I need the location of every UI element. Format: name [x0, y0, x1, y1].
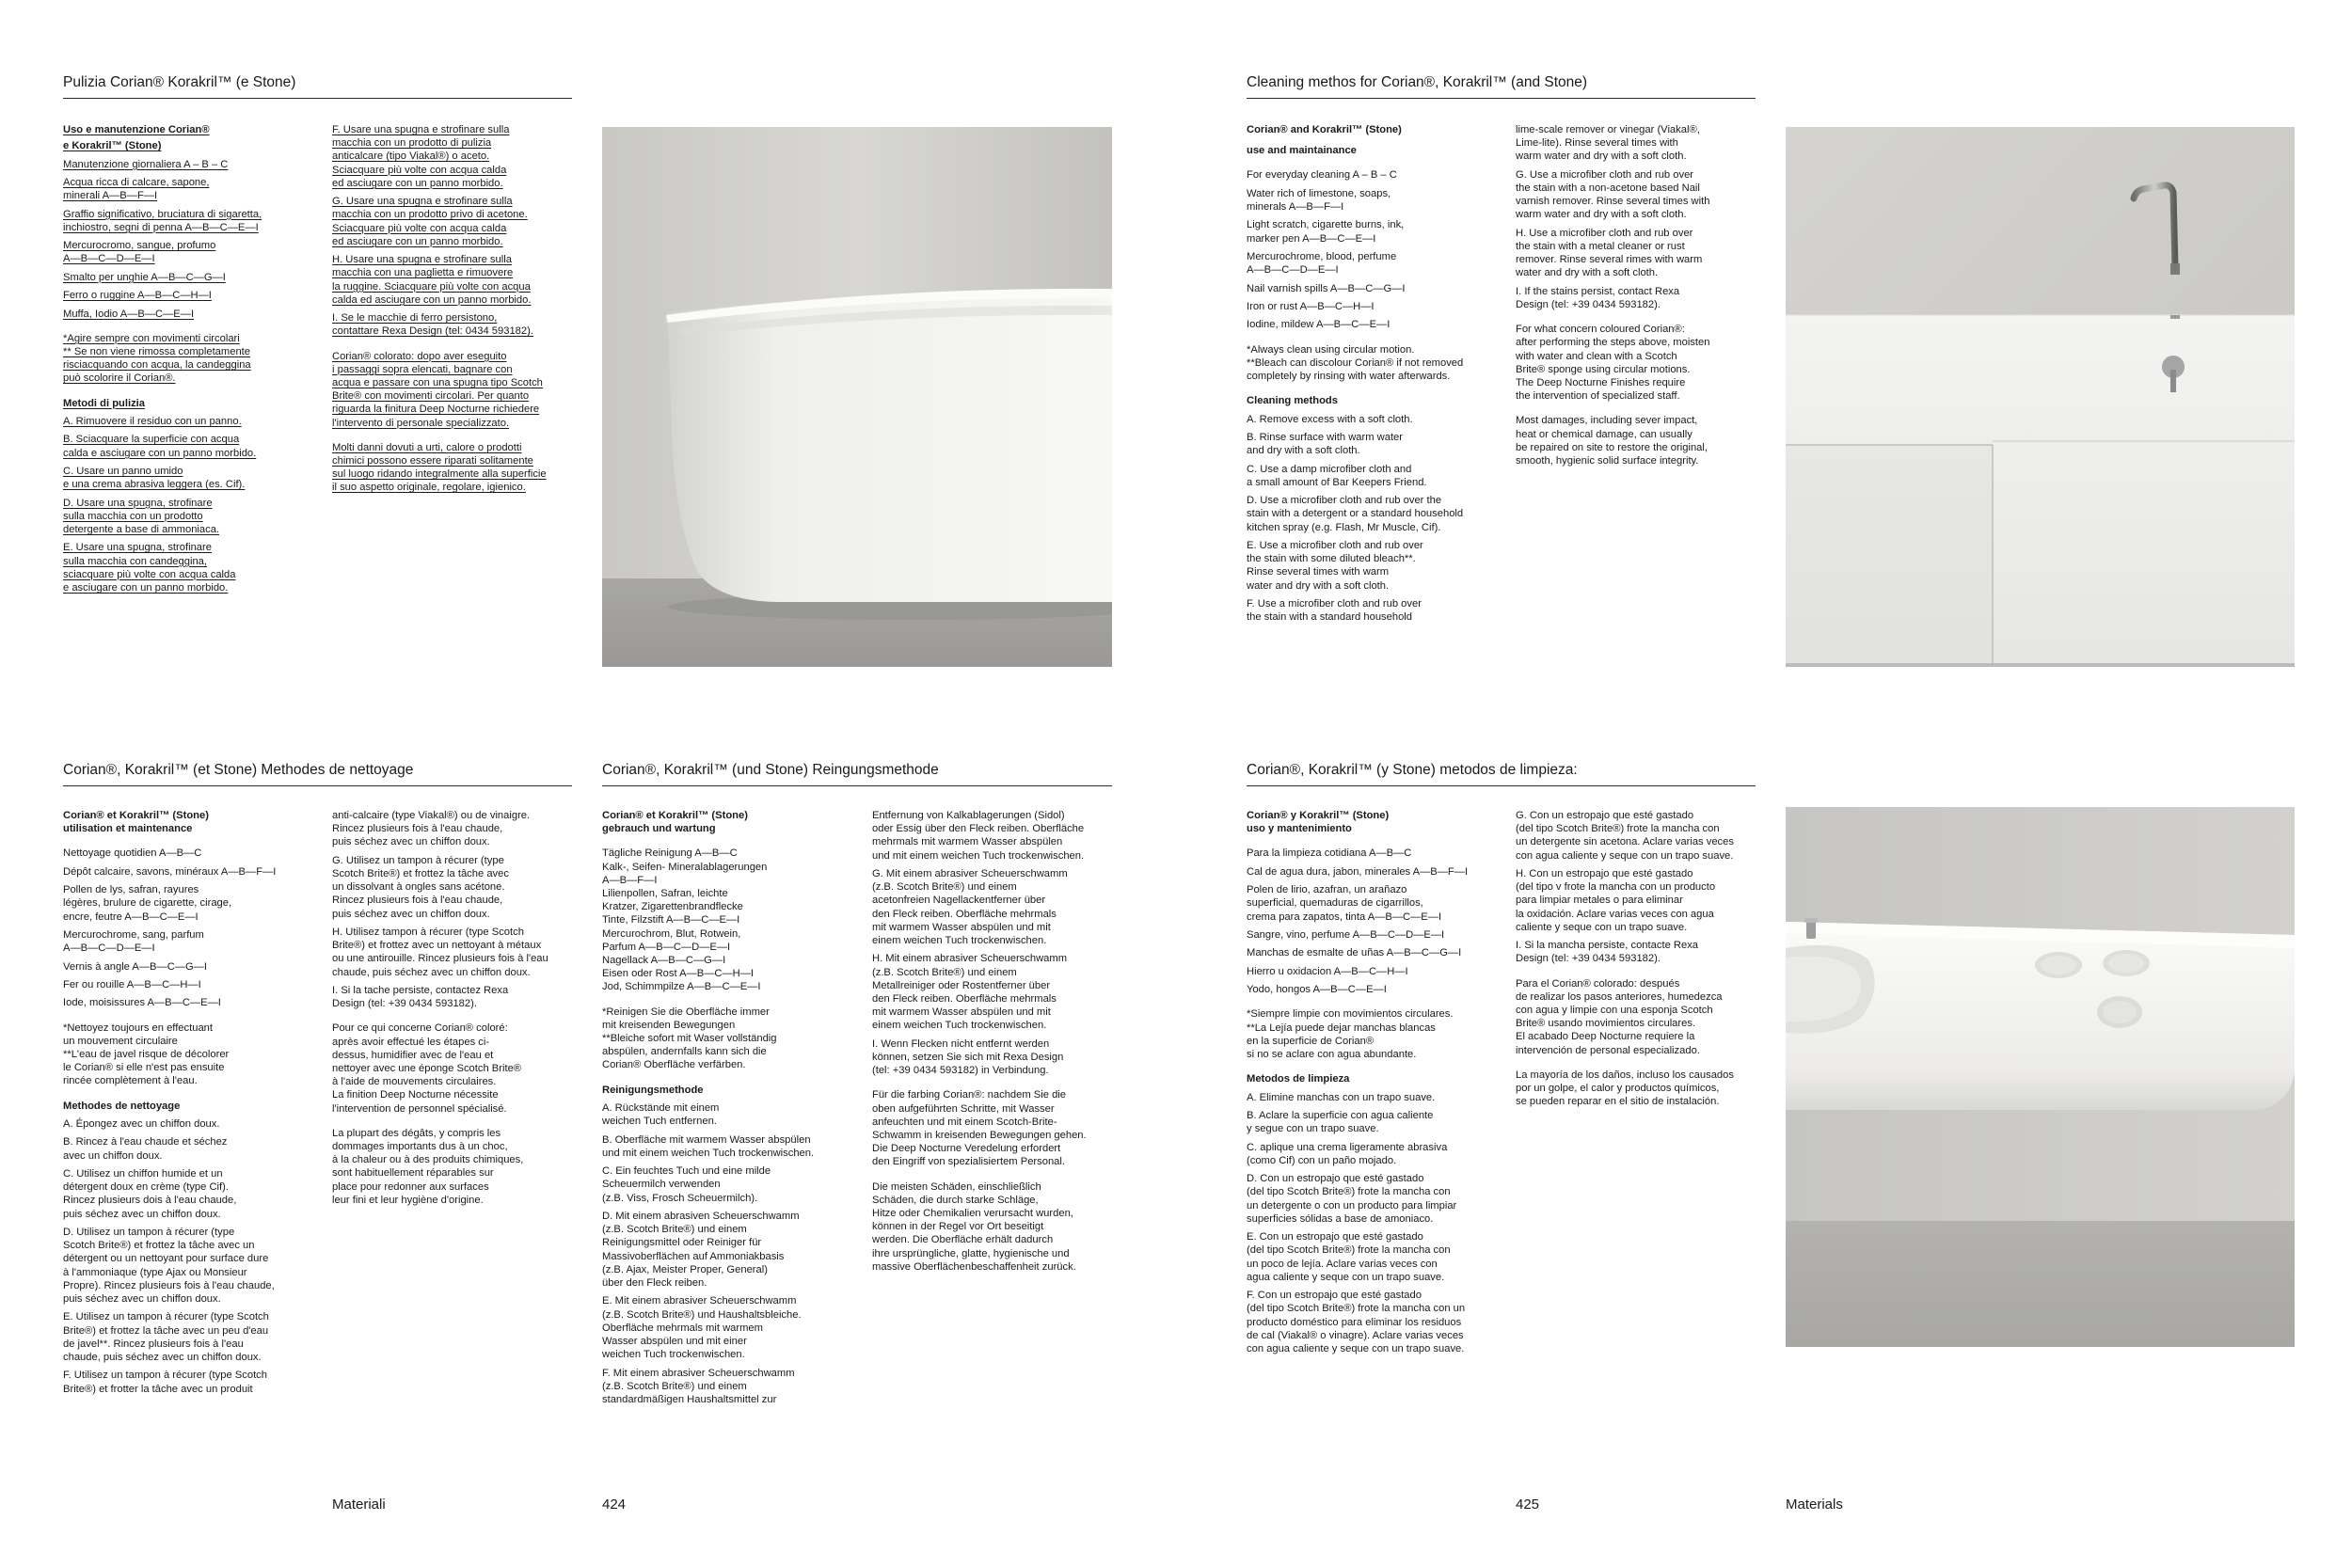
text-column-en-1 [1247, 123, 1505, 629]
page-number: 424 [602, 1497, 627, 1513]
section-title-es: Corian®, Korakril™ (y Stone) metodos de limpieza: [1247, 761, 1756, 786]
stain-row: Iron or rust A—B—C—H—I [1247, 300, 1375, 312]
method-step: G. Usare una spugna e strofinare sulla macchia con un prodotto privo di acetone. Sciacquare più volte con acqua calda ed asciugare con un panno morbido. [332, 196, 528, 247]
text-column-it-2 [332, 123, 581, 499]
washbasin-photo [1786, 807, 2295, 1347]
stain-row: Yodo, hongos A—B—C—E—I [1247, 984, 1387, 996]
footnote: *Siempre limpie con movimientos circulares. **La Lejía puede dejar manchas blancas en la superficie de Corian® si no se aclare con agua abundante. [1247, 1008, 1454, 1060]
method-step: F. Use a microfiber cloth and rub over the stain with a standard household [1247, 597, 1422, 624]
method-step: C. Use a damp microfiber cloth and a small amount of Bar Keepers Friend. [1247, 463, 1427, 488]
stain-row: Nettoyage quotidien A—B—C [63, 847, 202, 860]
stain-row: Iodine, mildew A—B—C—E—I [1247, 319, 1391, 331]
footnote: *Always clean using circular motion. **Bleach can discolour Corian® if not removed completely by rinsing with water afterwards. [1247, 343, 1464, 382]
stain-row: Light scratch, cigarette burns, ink, marker pen A—B—C—E—I [1247, 219, 1405, 245]
subheading: Corian® y Korakril™ (Stone) uso y mantenimiento [1247, 810, 1390, 835]
method-step: C. Utilisez un chiffon humide et un détergent doux en crème (type Cif). Rincez plusieurs dois à l'eau chaude, puis séchez avec un chiffon doux. [63, 1167, 237, 1220]
method-step: B. Rincez à l'eau chaude et séchez avec un chiffon doux. [63, 1136, 228, 1162]
stain-row: Dépôt calcaire, savons, minéraux A—B—F—I [63, 865, 277, 878]
text-column-de-1 [602, 809, 861, 1411]
method-step: I. Si la mancha persiste, contacte Rexa Design (tel: +39 0434 593182). [1516, 940, 1699, 965]
method-step: E. Use a microfiber cloth and rub over the stain with some diluted bleach**. Rinse several times with warm water and dry with a soft cloth. [1247, 539, 1423, 592]
subheading: use and maintainance [1247, 145, 1357, 157]
paragraph: Corian® colorato: dopo aver eseguito i passaggi sopra elencati, bagnare con acqua e passare con una spugna tipo Scotch Brite® con movimenti circolari. Per quanto riguarda la finitura Deep Nocturne richiedere l'intervento di personale specializzato. [332, 350, 543, 429]
stain-row: Acqua ricca di calcare, sapone, minerali A—B—F—I [63, 176, 210, 202]
method-step: lime-scale remover or vinegar (Viakal®, Lime-lite). Rinse several times with warm water and dry with a soft cloth. [1516, 124, 1700, 163]
paragraph: Pour ce qui concerne Corian® coloré: après avoir effectué les étapes ci- dessus, humidifier avec de l'eau et nettoyer avec une éponge Scotch Brite® à l'aide de mouvements circulaires. La finition Deep Nocturne nécessite l'intervention de personnel spécialisé. [332, 1022, 522, 1115]
stain-row: Manutenzione giornaliera A – B – C [63, 158, 229, 170]
method-step: H. Mit einem abrasiver Scheuerschwamm (z.B. Scotch Brite®) und einem Metallreiniger oder Rostentferner über den Fleck reiben. Oberfläche mehrmals mit warmem Wasser abspülen und mit einem weichen Tuch trockenwischen. [872, 953, 1068, 1032]
stain-row: Mercurochrome, sang, parfum A—B—C—D—E—I [63, 928, 204, 955]
method-step: C. Ein feuchtes Tuch und eine milde Scheuermilch verwenden (z.B. Viss, Frosch Scheuermilch). [602, 1165, 771, 1204]
stain-row: Mercurocromo, sangue, profumo A—B—C—D—E—I [63, 240, 216, 265]
method-step: G. Con un estropajo que esté gastado (del tipo Scotch Brite®) frote la mancha con un detergente sin acetona. Aclare varias veces con agua caliente y seque con un trapo suave. [1516, 810, 1734, 862]
subheading: Corian® et Korakril™ (Stone) utilisation et maintenance [63, 810, 209, 835]
method-step: F. Utilisez un tampon à récurer (type Scotch Brite®) et frotter la tâche avec un produit [63, 1370, 268, 1395]
text-column-it-1 [63, 123, 303, 599]
method-step: A. Rimuovere il residuo con un panno. [63, 415, 242, 427]
stain-row: Vernis à angle A—B—C—G—I [63, 960, 207, 973]
method-step: D. Use a microfiber cloth and rub over the stain with a detergent or a standard household kitchen spray (e.g. Flash, Mr Muscle, Cif). [1247, 495, 1464, 533]
text-column-fr-1 [63, 809, 322, 1401]
paragraph: La plupart des dégâts, y compris les dommages importants dus à un choc, à la chaleur ou à des produits chimiques, sont habituellement réparables sur place pour redonner aux surfaces leur fini et leur hygiène d'origine. [332, 1127, 524, 1206]
footer-section-label: Materiali [332, 1497, 386, 1513]
method-step: H. Usare una spugna e strofinare sulla macchia con una paglietta e rimuovere la ruggine. Sciacquare più volte con acqua calda ed asciugare con un panno morbido. [332, 254, 532, 306]
method-step: C. aplique una crema ligeramente abrasiva (como Cif) con un paño mojado. [1247, 1141, 1448, 1166]
paragraph: Die meisten Schäden, einschließlich Schäden, die durch starke Schläge, Hitze oder Chemikalien verursacht wurden, können in der Regel vor Ort beseitigt werden. Die Oberfläche erhält dadurch ihre ursprüngliche, glatte, hygienische und massive Oberflächenbeschaffenheit zurück. [872, 1180, 1076, 1273]
method-step: Entfernung von Kalkablagerungen (Sidol) oder Essig über den Fleck reiben. Oberfläche mehrmals mit warmem Wasser abspülen und mit einem weichen Tuch trockenwischen. [872, 810, 1085, 862]
method-step: H. Utilisez tampon à récurer (type Scotch Brite®) et frottez avec un nettoyant à métaux ou une antirouille. Rincez plusieurs fois à l'eau chaude, puis séchez avec un chiffon doux. [332, 927, 548, 978]
method-step: anti-calcaire (type Viakal®) ou de vinaigre. Rincez plusieurs fois à l'eau chaude, puis séchez avec un chiffon doux. [332, 810, 531, 848]
paragraph: Für die farbing Corian®: nachdem Sie die oben aufgeführten Schritte, mit Wasser anfeuchten und mit einem Scotch-Brite- Schwamm in kreisenden Bewegungen gehen. Die Deep Nocturne Veredelung erfordert den Eingriff von spezialisiertem Personal. [872, 1089, 1087, 1168]
footnote: *Nettoyez toujours en effectuant un mouvement circulaire **L'eau de javel risque de décolorer le Corian® si elle n'est pas ensuite rincée complètement à l'eau. [63, 1022, 230, 1087]
footnote: *Reinigen Sie die Oberfläche immer mit kreisenden Bewegungen **Bleiche sofort mit Waser vollständig abspülen, andernfalls kann sich die Corian® Oberfläche verfärben. [602, 1006, 777, 1071]
method-step: H. Use a microfiber cloth and rub over the stain with a metal cleaner or rust remover. Rinse several rimes with warm water and dry with a soft cloth. [1516, 227, 1703, 279]
subheading: Methodes de nettoyage [63, 1100, 181, 1112]
method-step: B. Rinse surface with warm water and dry with a soft cloth. [1247, 431, 1403, 457]
method-step: I. Se le macchie di ferro persistono, contattare Rexa Design (tel: 0434 593182). [332, 312, 533, 338]
subheading: Corian® et Korakril™ (Stone) gebrauch und wartung [602, 810, 748, 835]
stain-row: Muffa, Iodio A—B—C—E—I [63, 308, 195, 320]
page-number: 425 [1516, 1497, 1540, 1513]
subheading: Metodi di pulizia [63, 397, 146, 409]
method-step: G. Mit einem abrasiver Scheuerschwamm (z.B. Scotch Brite®) und einem acetonfreien Nagellackentferner über den Fleck reiben. Oberfläche mehrmals mit warmem Wasser abspülen und mit einem weichen Tuch trockenwischen. [872, 868, 1068, 947]
stain-row: For everyday cleaning A – B – C [1247, 169, 1397, 182]
method-step: A. Épongez avec un chiffon doux. [63, 1117, 220, 1130]
stain-row: Pollen de lys, safran, rayures légères, brulure de cigarette, cirage, encre, feutre A—B—C—E—I [63, 884, 232, 923]
bathtub-photo [602, 127, 1112, 667]
stain-row: Hierro u oxidacion A—B—C—H—I [1247, 965, 1408, 977]
subheading: e Korakril™ (Stone) [63, 140, 162, 152]
footer-section-label: Materials [1786, 1497, 1843, 1513]
method-step: B. Oberfläche mit warmem Wasser abspülen und mit einem weichen Tuch trockenwischen. [602, 1133, 815, 1159]
text-column-es-1 [1247, 809, 1505, 1360]
section-title-de: Corian®, Korakril™ (und Stone) Reingungsmethode [602, 761, 1112, 786]
method-step: E. Utilisez un tampon à récurer (type Scotch Brite®) et frottez la tâche avec un peu d'eau de javel**. Rincez plusieurs fois à l'eau chaude, puis séchez avec un chiffon doux. [63, 1311, 269, 1363]
stain-row: Ferro o ruggine A—B—C—H—I [63, 290, 212, 302]
paragraph: Molti danni dovuti a urti, calore o prodotti chimici possono essere riparati solitamente sul luogo ridando integralmente alla superficie il suo aspetto originale, regolare, igienico. [332, 441, 547, 494]
stain-row: Iode, moisissures A—B—C—E—I [63, 997, 221, 1009]
method-step: I. Si la tache persiste, contactez Rexa Design (tel: +39 0434 593182). [332, 985, 509, 1010]
method-step: G. Utilisez un tampon à récurer (type Scotch Brite®) et frottez la tâche avec un dissolvant à ongles sans acétone. Rincez plusieurs fois à l'eau chaude, puis séchez avec un chiffon doux. [332, 854, 509, 920]
text-column-fr-2 [332, 809, 581, 1212]
stain-row: Fer ou rouille A—B—C—H—I [63, 978, 201, 990]
method-step: I. Wenn Flecken nicht entfernt werden können, setzen Sie sich mit Rexa Design (tel: +39 0434 593182) in Verbindung. [872, 1037, 1064, 1077]
stain-row: Water rich of limestone, soaps, minerals A—B—F—I [1247, 187, 1391, 213]
stain-row: Manchas de esmalte de uñas A—B—C—G—I [1247, 947, 1462, 959]
subheading: Reinigungsmethode [602, 1084, 704, 1096]
stain-row: Mercurochrome, blood, perfume A—B—C—D—E—I [1247, 250, 1397, 277]
subheading: Corian® and Korakril™ (Stone) [1247, 124, 1402, 135]
method-step: E. Usare una spugna, strofinare sulla macchia con candeggina, sciacquare più volte con acqua calda e asciugare con un panno morbido. [63, 542, 236, 594]
section-title-en: Cleaning methos for Corian®, Korakril™ (and Stone) [1247, 73, 1756, 99]
subheading: Uso e manutenzione Corian® [63, 124, 210, 135]
paragraph: La mayoría de los daños, incluso los causados por un golpe, el calor y productos químicos, se pueden reparar en el sitio de instalación. [1516, 1069, 1734, 1108]
stain-row: Polen de lirio, azafran, un arañazo superficial, quemaduras de cigarrillos, crema para zapatos, tinta A—B—C—E—I [1247, 884, 1442, 923]
method-step: A. Rückstände mit einem weichen Tuch entfernen. [602, 1102, 720, 1128]
stain-row: Smalto per unghie A—B—C—G—I [63, 271, 226, 283]
footnote: *Agire sempre con movimenti circolari ** Se non viene rimossa completamente risciacquando con acqua, la candeggina può scolorire il Corian®. [63, 332, 251, 385]
subheading: Cleaning methods [1247, 395, 1338, 407]
stain-row: Sangre, vino, perfume A—B—C—D—E—I [1247, 928, 1445, 941]
washbasin-faucet-photo [1786, 127, 2295, 667]
method-step: G. Use a microfiber cloth and rub over the stain with a non-acetone based Nail varnish remover. Rinse several times with warm water and dry with a soft cloth. [1516, 168, 1710, 221]
subheading: Metodos de limpieza [1247, 1073, 1350, 1085]
method-step: A. Elimine manchas con un trapo suave. [1247, 1091, 1436, 1103]
method-step: D. Usare una spugna, strofinare sulla macchia con un prodotto detergente a base di ammoniaca. [63, 497, 220, 535]
text-column-de-2 [872, 809, 1121, 1278]
method-step: H. Con un estropajo que esté gastado (del tipo v frote la mancha con un producto para limpiar metales o para eliminar la oxidación. Aclare varias veces con agua caliente y seque con un trapo suave. [1516, 868, 1716, 933]
section-title-it: Pulizia Corian® Korakril™ (e Stone) [63, 73, 572, 99]
method-step: I. If the stains persist, contact Rexa Design (tel: +39 0434 593182). [1516, 285, 1680, 310]
method-step: C. Usare un panno umido e una crema abrasiva leggera (es. Cif). [63, 465, 246, 491]
method-step: B. Sciacquare la superficie con acqua calda e asciugare con un panno morbido. [63, 434, 257, 459]
method-step: F. Mit einem abrasiver Scheuerschwamm (z.B. Scotch Brite®) und einem standardmäßigen Haushaltsmittel zur [602, 1367, 795, 1406]
method-step: F. Usare una spugna e strofinare sulla macchia con un prodotto di pulizia anticalcare (tipo Viakal®) o aceto. Sciacquare più volte con acqua calda ed asciugare con un panno morbido. [332, 124, 510, 189]
method-step: D. Utilisez un tampon à récurer (type Scotch Brite®) et frottez la tâche avec un détergent ou un nettoyant pour surface dure à l'ammoniaque (type Ajax ou Monsieur Propre). Rincez plusieurs fois à l'eau chaude, puis séchez avec un chiffon doux. [63, 1226, 275, 1305]
section-title-fr: Corian®, Korakril™ (et Stone) Methodes de nettoyage [63, 761, 572, 786]
method-step: E. Con un estropajo que esté gastado (del tipo Scotch Brite®) frote la mancha con un poco de lejía. Aclare varias veces con agua caliente y seque con un trapo suave. [1247, 1231, 1451, 1283]
method-step: D. Mit einem abrasiven Scheuerschwamm (z.B. Scotch Brite®) und einem Reinigungsmittel oder Reiniger für Massivoberflächen auf Ammoniakbasis (z.B. Ajax, Meister Proper, General) über den Fleck reiben. [602, 1211, 800, 1290]
stain-row: Cal de agua dura, jabon, minerales A—B—F—I [1247, 865, 1469, 878]
stain-row: Nail varnish spills A—B—C—G—I [1247, 282, 1406, 294]
text-column-en-2 [1516, 123, 1765, 472]
method-step: F. Con un estropajo que esté gastado (del tipo Scotch Brite®) frote la mancha con un producto doméstico para eliminar los residuos de cal (Viakal® o vinagre). Aclare varias veces con agua caliente y seque con un trapo suave. [1247, 1290, 1466, 1354]
paragraph: Para el Corian® colorado: después de realizar los pasos anteriores, humedezca con agua y limpie con una esponja Scotch Brite® usando movimientos circulares. El acabado Deep Nocturne requiere la intervención de personal especializado. [1516, 977, 1723, 1056]
method-step: A. Remove excess with a soft cloth. [1247, 413, 1413, 425]
method-step: E. Mit einem abrasiver Scheuerschwamm (z.B. Scotch Brite®) und Haushaltsbleiche. Oberfläche mehrmals mit warmem Wasser abspülen und mit einer weichen Tuch trockenwischen. [602, 1295, 802, 1361]
stain-row: Graffio significativo, bruciatura di sigaretta, inchiostro, segni di penna A—B—C—E—I [63, 208, 262, 233]
stain-list: Tägliche Reinigung A—B—C Kalk-, Seifen- Mineralablagerungen A—B—F—I Lilienpollen, Safran, leichte Kratzer, Zigarettenbrandflecke Tinte, Filzstift A—B—C—E—I Mercurochrom, Blut, Rotwein, Parfum A—B—C—D—E—I Nagellack A—B—C—G—I Eisen oder Rost A—B—C—H—I Jod, Schimmpilze A—B—C—E—I [602, 847, 768, 993]
method-step: B. Aclare la superficie con agua caliente y segue con un trapo suave. [1247, 1109, 1434, 1135]
text-column-es-2 [1516, 809, 1774, 1114]
method-step: D. Con un estropajo que esté gastado (del tipo Scotch Brite®) frote la mancha con un detergente o con un producto para limpiar superficies sólidas a base de amoniaco. [1247, 1173, 1457, 1225]
paragraph: For what concern coloured Corian®: after performing the steps above, moisten with water and clean with a Scotch Brite® sponge using circular motions. The Deep Nocturne Finishes require the intervention of specialized staff. [1516, 324, 1710, 403]
paragraph: Most damages, including sever impact, heat or chemical damage, can usually be repaired on site to restore the original, smooth, hygienic solid surface integrity. [1516, 415, 1708, 467]
stain-row: Para la limpieza cotidiana A—B—C [1247, 847, 1412, 860]
